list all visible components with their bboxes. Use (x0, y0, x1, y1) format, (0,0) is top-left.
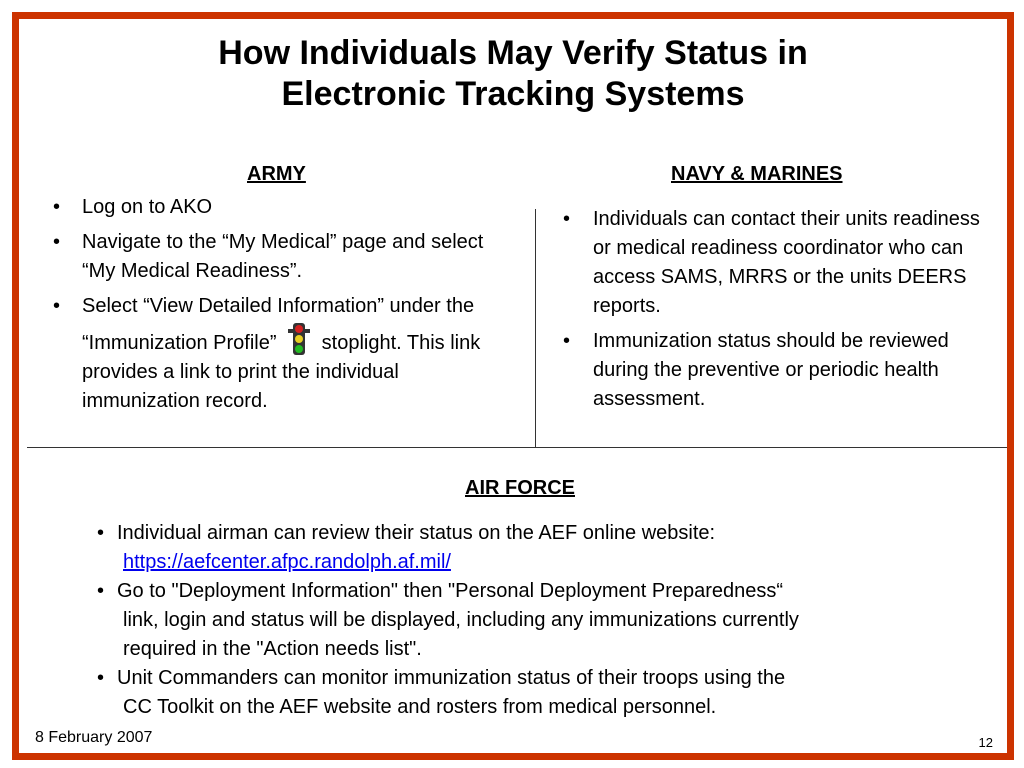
list-item (89, 664, 989, 722)
navy-list (553, 205, 989, 420)
bullet: • (563, 330, 571, 352)
footer-date: 8 February 2007 (35, 729, 153, 746)
list-item (39, 228, 519, 286)
list-item (553, 205, 989, 321)
army-list (39, 193, 519, 422)
air-force-heading: AIR FORCE (465, 477, 575, 499)
navy-item-text: Individuals can contact their units readiness or medical readiness coordinator who can access SAMS, MRRS or the units DEERS reports. (593, 208, 980, 317)
list-item (89, 519, 989, 577)
army-item-text: stoplight. This link provides a link to print the individual immunization record. (82, 332, 481, 412)
section-divider (27, 447, 1007, 448)
list-item (89, 577, 989, 664)
af-item-text: Unit Commanders can monitor immunization status of their troops using the (117, 667, 786, 689)
column-divider (535, 209, 536, 447)
aef-website-link[interactable]: https://aefcenter.afpc.randolph.af.mil/ (123, 551, 451, 573)
stoplight-icon (288, 321, 310, 357)
list-item (39, 292, 519, 416)
list-item (553, 327, 989, 414)
bullet: • (53, 196, 61, 218)
navy-marines-heading: NAVY & MARINES (671, 163, 843, 185)
army-heading: ARMY (247, 163, 306, 185)
bullet: • (97, 522, 105, 544)
bullet: • (53, 231, 61, 253)
bullet: • (53, 295, 61, 317)
bullet: • (563, 208, 571, 230)
army-item-text: Log on to AKO (82, 196, 213, 218)
page-number: 12 (978, 735, 993, 750)
navy-item-text: Immunization status should be reviewed during the preventive or periodic health assessment. (593, 330, 949, 410)
army-item-text: Navigate to the “My Medical” page and select “My Medical Readiness”. (82, 231, 484, 282)
af-item-text: link, login and status will be displayed, including any immunizations currently (123, 609, 799, 631)
slide-title (19, 33, 1007, 115)
list-item (39, 193, 519, 222)
af-item-text: required in the "Action needs list". (123, 638, 422, 660)
title-line-1: How Individuals May Verify Status in (218, 34, 808, 72)
bullet: • (97, 667, 105, 689)
af-item-text: Go to "Deployment Information" then "Personal Deployment Preparedness“ (117, 580, 784, 602)
bullet: • (97, 580, 105, 602)
title-line-2: Electronic Tracking Systems (281, 75, 745, 113)
slide-frame (12, 12, 1014, 760)
air-force-list (89, 519, 989, 722)
af-item-text: CC Toolkit on the AEF website and rosters from medical personnel. (123, 696, 717, 718)
army-item-text: Select “View Detailed Information” under the “Immunization Profile” (82, 295, 475, 354)
af-item-text: Individual airman can review their status on the AEF online website: (117, 522, 716, 544)
